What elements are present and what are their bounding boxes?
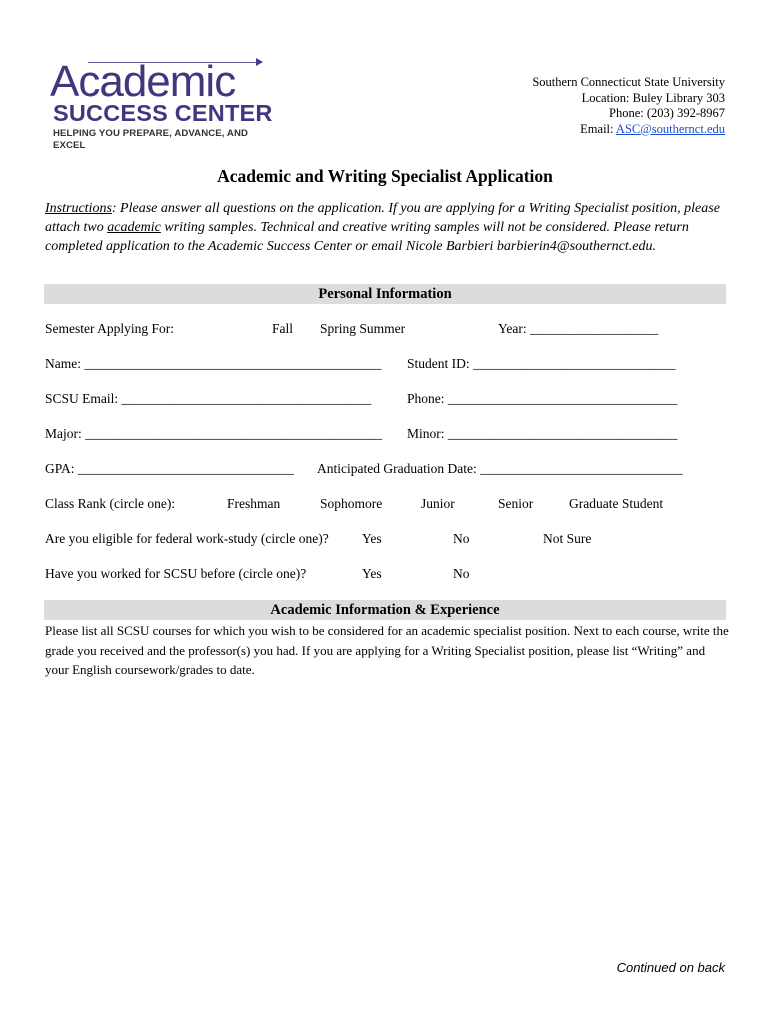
instructions-label: Instructions xyxy=(45,201,112,216)
workstudy-label: Are you eligible for federal work-study (circle one)? xyxy=(45,531,329,546)
worked-before-no[interactable]: No xyxy=(453,566,470,581)
workstudy-not-sure[interactable]: Not Sure xyxy=(543,531,592,546)
semester-option-spring-summer[interactable]: Spring Summer xyxy=(320,321,406,336)
semester-option-fall[interactable]: Fall xyxy=(272,321,294,336)
worked-before-label: Have you worked for SCSU before (circle one)? xyxy=(45,566,307,581)
scsu-email-field[interactable]: SCSU Email: _____________________________________ xyxy=(45,391,372,406)
semester-label: Semester Applying For: xyxy=(45,321,174,336)
year-field[interactable]: Year: ___________________ xyxy=(498,321,659,336)
workstudy-no[interactable]: No xyxy=(453,531,470,546)
university-name: Southern Connecticut State University xyxy=(532,75,725,89)
logo-subtitle: SUCCESS CENTER xyxy=(53,100,273,126)
class-rank-junior[interactable]: Junior xyxy=(421,496,455,511)
logo-tagline: HELPING YOU PREPARE, ADVANCE, AND EXCEL xyxy=(53,128,249,151)
worked-before-yes[interactable]: Yes xyxy=(362,566,382,581)
instructions-text-1: : Please answer all questions on the application. If you are applying for a Writing Specialist position, please attach two xyxy=(45,201,720,235)
location: Location: Buley Library 303 xyxy=(581,90,725,105)
contact-block xyxy=(532,75,725,137)
continued-on-back: Continued on back xyxy=(616,960,725,975)
email-line xyxy=(532,122,725,138)
email-link[interactable]: ASC@southernct.edu xyxy=(615,121,725,136)
class-rank-graduate[interactable]: Graduate Student xyxy=(569,496,664,511)
class-rank-sophomore[interactable]: Sophomore xyxy=(320,496,383,511)
name-field[interactable]: Name: ____________________________________________ xyxy=(45,356,382,371)
personal-info-heading: Personal Information xyxy=(44,284,726,304)
email-label: Email: xyxy=(580,121,616,136)
logo-arrow-icon xyxy=(256,58,263,66)
instructions-underlined: academic xyxy=(107,220,161,235)
page-title: Academic and Writing Specialist Application xyxy=(217,166,553,186)
class-rank-label: Class Rank (circle one): xyxy=(45,496,176,511)
class-rank-senior[interactable]: Senior xyxy=(498,496,534,511)
phone: Phone: (203) 392-8967 xyxy=(609,106,725,120)
graduation-date-field[interactable]: Anticipated Graduation Date: ______________________________ xyxy=(317,461,683,476)
workstudy-yes[interactable]: Yes xyxy=(362,531,382,546)
phone-field[interactable]: Phone: __________________________________ xyxy=(407,391,678,406)
academic-info-heading: Academic Information & Experience xyxy=(44,600,726,620)
instructions-text-2: writing samples. Technical and creative writing samples will not be considered. Please return completed application to the Academic Success Center or email Nicole Barbieri barbierin4@southernct.edu. xyxy=(45,220,689,254)
academic-instructions: Please list all SCSU courses for which you wish to be considered for an academic specialist position. Next to each course, write the grade you received and the professor(s) you had. If you are applying for a Writing Specialist position, please list “Writing” and your English coursework/grades to date. xyxy=(45,623,729,677)
gpa-field[interactable]: GPA: ________________________________ xyxy=(45,461,294,476)
logo-word: Academic xyxy=(50,57,236,106)
minor-field[interactable]: Minor: __________________________________ xyxy=(407,426,678,441)
class-rank-freshman[interactable]: Freshman xyxy=(227,496,281,511)
student-id-field[interactable]: Student ID: ______________________________ xyxy=(407,356,676,371)
instructions xyxy=(45,199,725,256)
academic-success-center-logo xyxy=(50,57,280,151)
major-field[interactable]: Major: ____________________________________________ xyxy=(45,426,383,441)
